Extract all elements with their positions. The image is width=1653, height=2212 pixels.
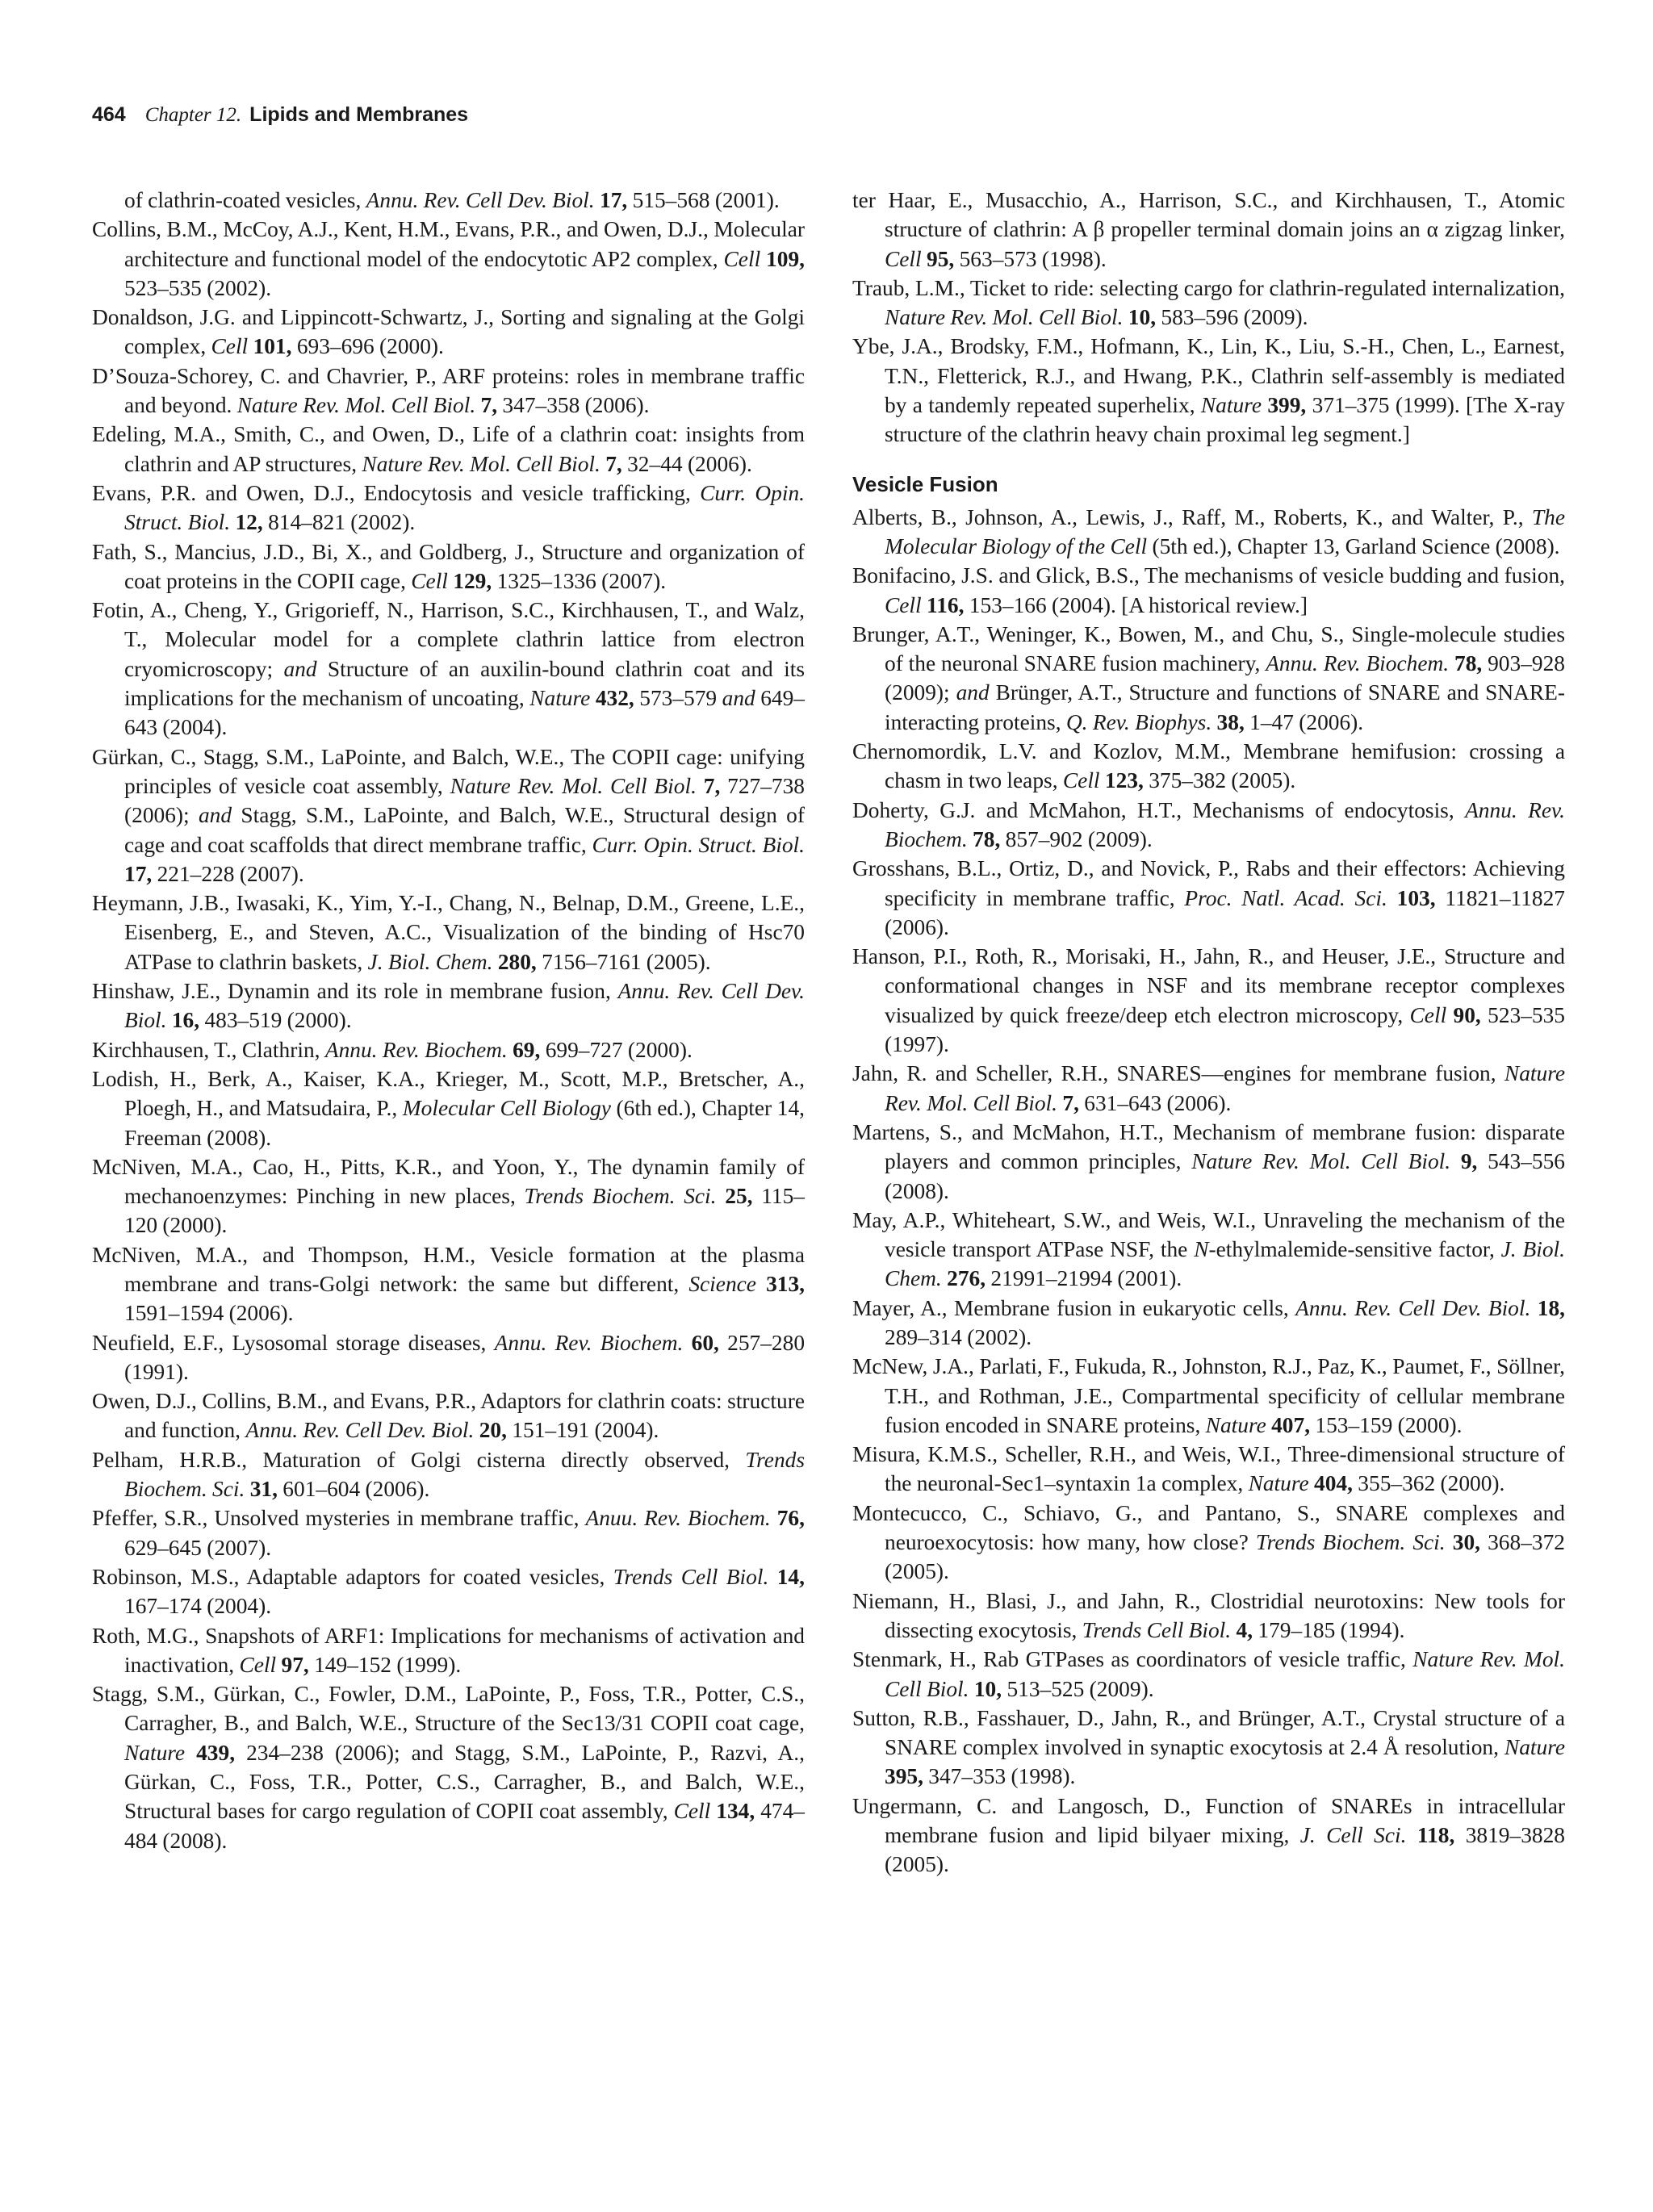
reference-text: 601–604 (2006). (277, 1477, 430, 1502)
reference-italic-text: Annu. Rev. Biochem. (324, 1037, 508, 1062)
reference-italic-text: Anuu. Rev. Biochem. (585, 1506, 771, 1531)
reference-volume: 7, (480, 393, 498, 418)
reference-entry (92, 215, 805, 303)
reference-text: McNiven, M.A., Cao, H., Pitts, K.R., and Yoon, Y., The dynamin family of mechanoenzymes: Pinching in new places, (92, 1154, 805, 1209)
reference-volume: 101, (253, 334, 292, 359)
reference-text: 3819–3828 (2005). (885, 1823, 1565, 1877)
reference-text: 149–152 (1999). (308, 1652, 462, 1677)
reference-text: 289–314 (2002). (885, 1324, 1032, 1349)
reference-entry (92, 976, 805, 1035)
reference-entry (852, 1440, 1565, 1499)
reference-text: 7156–7161 (2005). (536, 949, 711, 974)
reference-text: Collins, B.M., McCoy, A.J., Kent, H.M., Evans, P.R., and Owen, D.J., Molecular architecture and functional model of the endocytotic AP2 complex, (92, 217, 805, 271)
reference-entry (852, 1587, 1565, 1645)
reference-text: Pelham, H.R.B., Maturation of Golgi cisterna directly observed, (92, 1447, 746, 1472)
reference-italic-text: Nature Rev. Mol. Cell Biol. (885, 1061, 1565, 1115)
reference-entry (852, 1206, 1565, 1294)
reference-text: 523–535 (2002). (124, 275, 272, 300)
reference-text: 474–484 (2008). (124, 1799, 805, 1853)
reference-volume: 7, (1062, 1090, 1079, 1115)
reference-text: 857–902 (2009). (1000, 826, 1153, 851)
reference-volume: 7, (703, 773, 721, 798)
reference-entry (92, 1386, 805, 1445)
reference-text: 151–191 (2004). (506, 1418, 659, 1443)
reference-text: 347–358 (2006). (497, 393, 650, 418)
reference-text: 543–556 (2008). (885, 1149, 1565, 1203)
reference-italic-text: Trends Biochem. Sci. (124, 1447, 805, 1502)
reference-text: 699–727 (2000). (540, 1037, 693, 1062)
reference-italic-text: Nature Rev. Mol. Cell Biol. (362, 451, 601, 476)
reference-text: Edeling, M.A., Smith, C., and Owen, D., Life of a clathrin coat: insights from clathrin and AP structures, (92, 422, 805, 476)
reference-text (756, 1272, 766, 1296)
reference-text: 814–821 (2002). (262, 510, 416, 535)
reference-text: Heymann, J.B., Iwasaki, K., Yim, Y.-I., Chang, N., Belnap, D.M., Greene, L.E., Eisenberg, E., and Steven, A.C., Visualization of the binding of Hsc70 ATPase to clathrin baskets, (92, 891, 805, 974)
reference-italic-text: Trends Cell Biol. (613, 1564, 769, 1589)
reference-text: McNiven, M.A., and Thompson, H.M., Vesicle formation at the plasma membrane and trans-Golgi network: the same but different, (92, 1242, 805, 1296)
reference-volume: 7, (605, 451, 622, 476)
reference-text: 1325–1336 (2007). (492, 568, 667, 593)
reference-italic-text: J. Biol. Chem. (885, 1237, 1565, 1291)
reference-volume: 116, (927, 592, 965, 617)
reference-entry (92, 596, 805, 742)
reference-text: 1591–1594 (2006). (124, 1301, 294, 1326)
reference-volume: 78, (973, 826, 1001, 851)
reference-text (1449, 651, 1454, 675)
reference-italic-text: Cell (723, 246, 761, 271)
reference-italic-text: Cell (411, 568, 448, 593)
reference-text: Sutton, R.B., Fasshauer, D., Jahn, R., and Brünger, A.T., Crystal structure of a SNARE complex involved in synaptic exocytosis at 2.4 Å resolution, (852, 1705, 1565, 1760)
reference-volume: 280, (497, 949, 537, 974)
reference-text: 573–579 (634, 686, 722, 711)
reference-volume: 17, (600, 188, 628, 212)
reference-volume: 404, (1314, 1471, 1353, 1496)
reference-entry (92, 537, 805, 596)
reference-text: Doherty, G.J. and McMahon, H.T., Mechanisms of endocytosis, (852, 797, 1466, 822)
reference-list-top (852, 186, 1565, 450)
reference-entry (92, 420, 805, 479)
reference-text: 179–185 (1994). (1253, 1617, 1405, 1642)
reference-text: Chernomordik, L.V. and Kozlov, M.M., Membrane hemifusion: crossing a chasm in two leaps, (852, 739, 1565, 793)
reference-italic-text: Nature (1205, 1412, 1266, 1437)
reference-italic-text: Curr. Opin. Struct. Biol. (592, 832, 805, 857)
reference-italic-text: Nature Rev. Mol. Cell Biol. (450, 773, 697, 798)
reference-italic-text: Annu. Rev. Cell Dev. Biol. (245, 1418, 475, 1443)
reference-volume: 10, (1128, 305, 1157, 330)
reference-entry (92, 479, 805, 537)
reference-volume: 90, (1453, 1002, 1481, 1027)
reference-volume: 4, (1236, 1617, 1253, 1642)
reference-volume: 109, (766, 246, 805, 271)
reference-entry (852, 186, 1565, 274)
reference-volume: 60, (691, 1330, 719, 1355)
reference-italic-text: Cell (211, 334, 249, 359)
reference-text: 115–120 (2000). (124, 1184, 805, 1238)
reference-italic-text: Molecular Cell Biology (402, 1096, 611, 1121)
reference-text (717, 1184, 726, 1208)
reference-text: 368–372 (2005). (885, 1530, 1565, 1584)
reference-text: 153–159 (2000). (1310, 1412, 1463, 1437)
reference-entry (92, 362, 805, 420)
reference-text: Martens, S., and McMahon, H.T., Mechanism of membrane fusion: disparate players and common principles, (852, 1119, 1565, 1174)
reference-volume: 432, (595, 686, 634, 711)
reference-text: (5th ed.), Chapter 13, Garland Science (2008). (1147, 533, 1560, 558)
reference-text: 523–535 (1997). (885, 1002, 1565, 1057)
page-number: 464 (92, 103, 126, 126)
reference-italic-text: Q. Rev. Biophys. (1065, 709, 1212, 734)
reference-text: Stagg, S.M., LaPointe, and Balch, W.E., Structural design of cage and coat scaffolds that direct membrane traffic, (124, 803, 805, 857)
reference-text: Owen, D.J., Collins, B.M., and Evans, P.R., Adaptors for clathrin coats: structure and function, (92, 1389, 805, 1443)
reference-text: Jahn, R. and Scheller, R.H., SNARES—engines for membrane fusion, (852, 1061, 1504, 1086)
reference-volume: 313, (766, 1271, 805, 1296)
reference-italic-text: Nature Rev. Mol. Cell Biol. (885, 1647, 1565, 1701)
reference-entry (92, 1503, 805, 1562)
reference-volume: 14, (776, 1564, 805, 1589)
reference-volume: 12, (235, 510, 263, 535)
reference-text: Montecucco, C., Schiavo, G., and Pantano, S., SNARE complexes and neuroexocytosis: how many, how close? (852, 1500, 1565, 1555)
reference-italic-text: Trends Biochem. Sci. (1255, 1530, 1446, 1555)
reference-entry (852, 1792, 1565, 1880)
reference-text: 153–166 (2004). [A historical review.] (964, 592, 1308, 617)
reference-italic-text: Trends Biochem. Sci. (524, 1184, 717, 1209)
reference-italic-text: Curr. Opin. Struct. Biol. (124, 480, 805, 535)
reference-text: 483–519 (2000). (199, 1008, 352, 1033)
reference-text: May, A.P., Whiteheart, S.W., and Weis, W.I., Unraveling the mechanism of the vesicle transport ATPase NSF, the (852, 1207, 1565, 1262)
reference-text: Fotin, A., Cheng, Y., Grigorieff, N., Harrison, S.C., Kirchhausen, T., and Walz, T., Molecular model for a complete clathrin lattice from electron cryomicroscopy; (92, 598, 805, 681)
reference-entry (92, 1679, 805, 1855)
reference-text: Roth, M.G., Snapshots of ARF1: Implications for mechanisms of activation and inactivation, (92, 1623, 805, 1677)
reference-text: Hanson, P.I., Roth, R., Morisaki, H., Jahn, R., and Heuser, J.E., Structure and conformational changes in NSF and its membrane receptor complexes visualized by quick freeze/deep etch electron microscopy, (852, 944, 1565, 1027)
reference-text: Hinshaw, J.E., Dynamin and its role in membrane fusion, (92, 979, 618, 1004)
reference-entry (852, 1059, 1565, 1118)
reference-text: D’Souza-Schorey, C. and Chavrier, P., ARF proteins: roles in membrane traffic and beyond. (92, 363, 805, 418)
reference-text: 355–362 (2000). (1352, 1471, 1505, 1496)
reference-entry (92, 1240, 805, 1328)
reference-text: 693–696 (2000). (291, 334, 444, 359)
reference-volume: 78, (1454, 651, 1483, 676)
reference-volume: 9, (1460, 1149, 1478, 1174)
reference-text: Lodish, H., Berk, A., Kaiser, K.A., Krieger, M., Scott, M.P., Bretscher, A., Ploegh, H., and Matsudaira, P., (92, 1066, 805, 1121)
reference-volume: 118, (1417, 1823, 1455, 1848)
reference-text: Brunger, A.T., Weninger, K., Bowen, M., and Chu, S., Single-molecule studies of the neuronal SNARE fusion machinery, (852, 621, 1565, 676)
reference-entry (92, 742, 805, 889)
reference-text: 11821–11827 (2006). (885, 885, 1566, 939)
reference-italic-text: Science (688, 1271, 756, 1296)
reference-italic-text: Nature (124, 1740, 186, 1765)
reference-italic-text: and (283, 656, 317, 681)
reference-italic-text: N (1194, 1237, 1209, 1262)
reference-entry (92, 1562, 805, 1621)
reference-text: 727–738 (2006); (124, 773, 805, 828)
reference-text: 563–573 (1998). (954, 246, 1107, 271)
reference-text (1387, 886, 1397, 910)
reference-volume: 30, (1452, 1530, 1480, 1555)
reference-entry (92, 1445, 805, 1504)
reference-italic-text: Annu. Rev. Biochem. (1266, 651, 1450, 676)
reference-text: Neufield, E.F., Lysosomal storage diseases, (92, 1330, 495, 1355)
reference-entry (852, 1294, 1565, 1353)
reference-text: (6th ed.), Chapter 14, Freeman (2008). (124, 1096, 805, 1150)
reference-text: McNew, J.A., Parlati, F., Fukuda, R., Johnston, R.J., Paz, K., Paumet, F., Söllner, T.H., and Rothman, J.E., Compartmental specificity of cellular membrane fusion encoded in SNARE proteins, (852, 1354, 1565, 1437)
reference-volume: 31, (249, 1477, 278, 1502)
reference-volume: 18, (1537, 1295, 1566, 1320)
reference-volume: 10, (973, 1676, 1002, 1701)
reference-italic-text: Nature (529, 686, 591, 711)
reference-volume: 95, (927, 246, 955, 271)
reference-text (771, 1506, 777, 1530)
reference-text: Evans, P.R. and Owen, D.J., Endocytosis and vesicle trafficking, (92, 480, 701, 505)
reference-text: 1–47 (2006). (1244, 709, 1364, 734)
reference-text: Pfeffer, S.R., Unsolved mysteries in membrane traffic, (92, 1506, 586, 1531)
reference-column-left (92, 186, 805, 1855)
reference-italic-text: Annu. Rev. Biochem. (494, 1330, 684, 1355)
reference-italic-text: Annu. Rev. Biochem. (885, 797, 1565, 851)
reference-italic-text: Cell (885, 246, 922, 271)
reference-text: Misura, K.M.S., Scheller, R.H., and Weis, W.I., Three-dimensional structure of the neuronal-Sec1–syntaxin 1a complex, (852, 1442, 1565, 1496)
reference-volume: 129, (453, 568, 492, 593)
reference-italic-text: J. Biol. Chem. (367, 949, 493, 974)
reference-text: Brünger, A.T., Structure and functions of SNARE and SNARE-interacting proteins, (885, 680, 1566, 734)
reference-italic-text: Trends Cell Biol. (1082, 1617, 1232, 1642)
reference-text: Alberts, B., Johnson, A., Lewis, J., Raff, M., Roberts, K., and Walter, P., (852, 504, 1532, 529)
reference-text (683, 1331, 691, 1355)
reference-text (1446, 1530, 1453, 1554)
reference-text: 167–174 (2004). (124, 1594, 272, 1619)
reference-entry (852, 942, 1565, 1059)
reference-entry (92, 889, 805, 976)
reference-text: Stagg, S.M., Gürkan, C., Fowler, D.M., LaPointe, P., Foss, T.R., Potter, C.S., Carragher, B., and Balch, W.E., Structure of the Sec13/31 COPII coat cage, (92, 1682, 805, 1736)
reference-text: 221–228 (2007). (152, 861, 304, 886)
reference-italic-text: Nature (1200, 393, 1262, 418)
reference-text: Structure of an auxilin-bound clathrin coat and its implications for the mechanism of uncoating, (124, 656, 805, 711)
reference-text: 257–280 (1991). (124, 1330, 806, 1384)
reference-text: 371–375 (1999). [The X-ray structure of the clathrin heavy chain proximal leg segment.] (885, 393, 1565, 447)
reference-volume: 123, (1104, 768, 1144, 793)
reference-volume: 25, (725, 1184, 753, 1209)
reference-volume: 16, (171, 1008, 200, 1033)
reference-text (1530, 1296, 1537, 1320)
reference-text: 629–645 (2007). (124, 1535, 272, 1560)
reference-text: 375–382 (2005). (1143, 768, 1296, 793)
reference-italic-text: Cell (885, 592, 922, 617)
reference-volume: 103, (1396, 885, 1436, 910)
reference-text (697, 774, 704, 798)
reference-entry (92, 1328, 805, 1387)
reference-text: Gürkan, C., Stagg, S.M., LaPointe, and Balch, W.E., The COPII cage: unifying principles of vesicle coat assembly, (92, 744, 805, 798)
reference-entry (92, 1064, 805, 1152)
reference-italic-text: Annu. Rev. Cell Dev. Biol. (124, 979, 805, 1033)
reference-text: 513–525 (2009). (1002, 1676, 1154, 1701)
reference-italic-text: Cell (673, 1799, 711, 1824)
reference-entry (92, 303, 805, 362)
reference-volume: 69, (513, 1037, 541, 1062)
reference-italic-text: Annu. Rev. Cell Dev. Biol. (1295, 1295, 1531, 1320)
reference-volume: 134, (716, 1799, 755, 1824)
reference-entry (852, 737, 1565, 796)
reference-list-vesicle-fusion (852, 503, 1565, 1880)
reference-volume: 97, (281, 1652, 309, 1677)
reference-text: of clathrin-coated vesicles, (124, 188, 366, 212)
chapter-title: Lipids and Membranes (249, 103, 469, 126)
reference-text: 903–928 (2009); (885, 651, 1565, 705)
reference-volume: 17, (124, 861, 153, 886)
reference-text (185, 1741, 196, 1765)
reference-text (1407, 1823, 1417, 1847)
reference-entry (852, 1704, 1565, 1792)
reference-text: 649–643 (2004). (124, 686, 805, 740)
reference-text: Mayer, A., Membrane fusion in eukaryotic cells, (852, 1295, 1296, 1320)
reference-italic-text: The Molecular Biology of the Cell (885, 504, 1565, 558)
reference-italic-text: and (722, 686, 755, 711)
reference-volume: 276, (947, 1266, 986, 1291)
reference-text: 515–568 (2001). (627, 188, 780, 212)
reference-text: 234–238 (2006); and Stagg, S.M., LaPointe, P., Razvi, A., Gürkan, C., Foss, T.R., Potter, C.S., Carragher, B., and Balch, W.E., Structural bases for cargo regulation of COPII coat assembly, (124, 1740, 805, 1824)
reference-entry (852, 796, 1565, 855)
reference-text: Donaldson, J.G. and Lippincott-Schwartz, J., Sorting and signaling at the Golgi complex, (92, 305, 805, 359)
reference-text: 21991–21994 (2001). (986, 1266, 1182, 1291)
reference-italic-text: J. Cell Sci. (1299, 1823, 1407, 1848)
reference-text (1450, 1149, 1461, 1173)
reference-text: Bonifacino, J.S. and Glick, B.S., The mechanisms of vesicle budding and fusion, (852, 563, 1565, 588)
reference-entry (852, 620, 1565, 737)
reference-text (1446, 1003, 1453, 1027)
reference-volume: 20, (479, 1418, 507, 1443)
reference-italic-text: Nature Rev. Mol. Cell Biol. (885, 305, 1124, 330)
reference-italic-text: Cell (1409, 1002, 1447, 1027)
reference-italic-text: and (956, 680, 990, 705)
reference-entry (92, 1621, 805, 1680)
reference-text: 631–643 (2006). (1078, 1090, 1232, 1115)
reference-entry (852, 1645, 1565, 1704)
reference-text: Niemann, H., Blasi, J., and Jahn, R., Clostridial neurotoxins: New tools for dissecting exocytosis, (852, 1588, 1565, 1642)
reference-text: 347–353 (1998). (923, 1764, 1076, 1789)
reference-text: Robinson, M.S., Adaptable adaptors for coated vesicles, (92, 1564, 613, 1589)
reference-entry (852, 503, 1565, 562)
section-heading: Vesicle Fusion (852, 471, 998, 496)
reference-entry (852, 274, 1565, 332)
reference-column-right (852, 186, 1565, 1880)
reference-text: -ethylmalemide-sensitive factor, (1208, 1237, 1501, 1262)
reference-text: Grosshans, B.L., Ortiz, D., and Novick, P., Rabs and their effectors: Achieving specificity in membrane traffic, (852, 856, 1565, 910)
reference-entry (92, 1152, 805, 1240)
reference-entry (852, 332, 1565, 449)
reference-text: Traub, L.M., Ticket to ride: selecting cargo for clathrin-regulated internalization, (852, 275, 1565, 300)
reference-text: Ybe, J.A., Brodsky, F.M., Hofmann, K., Lin, K., Liu, S.-H., Chen, L., Earnest, T.N., Fletterick, R.J., and Hwang, P.K., Clathrin self-assembly is mediated by a tandemly repeated superhelix, (852, 334, 1565, 418)
running-head (92, 102, 468, 128)
reference-text (768, 1565, 776, 1589)
reference-italic-text: Annu. Rev. Cell Dev. Biol. (366, 188, 595, 212)
reference-italic-text: Cell (239, 1652, 277, 1677)
reference-text: ter Haar, E., Musacchio, A., Harrison, S.C., and Kirchhausen, T., Atomic structure of clathrin: A β propeller terminal domain joins an α zigzag linker, (852, 188, 1565, 242)
reference-text: Fath, S., Mancius, J.D., Bi, X., and Goldberg, J., Structure and organization of coat proteins in the COPII cage, (92, 539, 805, 593)
reference-entry (852, 1499, 1565, 1587)
reference-italic-text: Nature Rev. Mol. Cell Biol. (1191, 1149, 1451, 1174)
reference-text: 32–44 (2006). (621, 451, 752, 476)
reference-volume: 439, (196, 1740, 236, 1765)
chapter-label: Chapter 12. (144, 104, 242, 126)
reference-italic-text: Nature Rev. Mol. Cell Biol. (236, 393, 476, 418)
reference-entry (92, 1035, 805, 1064)
reference-italic-text: Cell (1062, 768, 1100, 793)
reference-entry (852, 854, 1565, 942)
reference-volume: 399, (1267, 393, 1307, 418)
reference-italic-text: Nature (1504, 1735, 1565, 1760)
reference-italic-text: Nature (1248, 1471, 1309, 1496)
reference-entry (852, 1118, 1565, 1206)
reference-entry (852, 561, 1565, 620)
reference-entry (852, 1352, 1565, 1440)
reference-volume: 395, (885, 1764, 923, 1789)
reference-italic-text: Proc. Natl. Acad. Sci. (1184, 885, 1387, 910)
reference-entry-continued (92, 186, 805, 215)
reference-volume: 76, (776, 1506, 805, 1531)
reference-italic-text: and (198, 803, 232, 828)
reference-text: 583–596 (2009). (1156, 305, 1308, 330)
reference-text: Stenmark, H., Rab GTPases as coordinators of vesicle traffic, (852, 1647, 1413, 1672)
reference-text: Kirchhausen, T., Clathrin, (92, 1037, 325, 1062)
reference-volume: 38, (1216, 709, 1245, 734)
reference-volume: 407, (1271, 1412, 1311, 1437)
reference-text: Ungermann, C. and Langosch, D., Function of SNAREs in intracellular membrane fusion and lipid bilyaer mixing, (852, 1793, 1565, 1848)
